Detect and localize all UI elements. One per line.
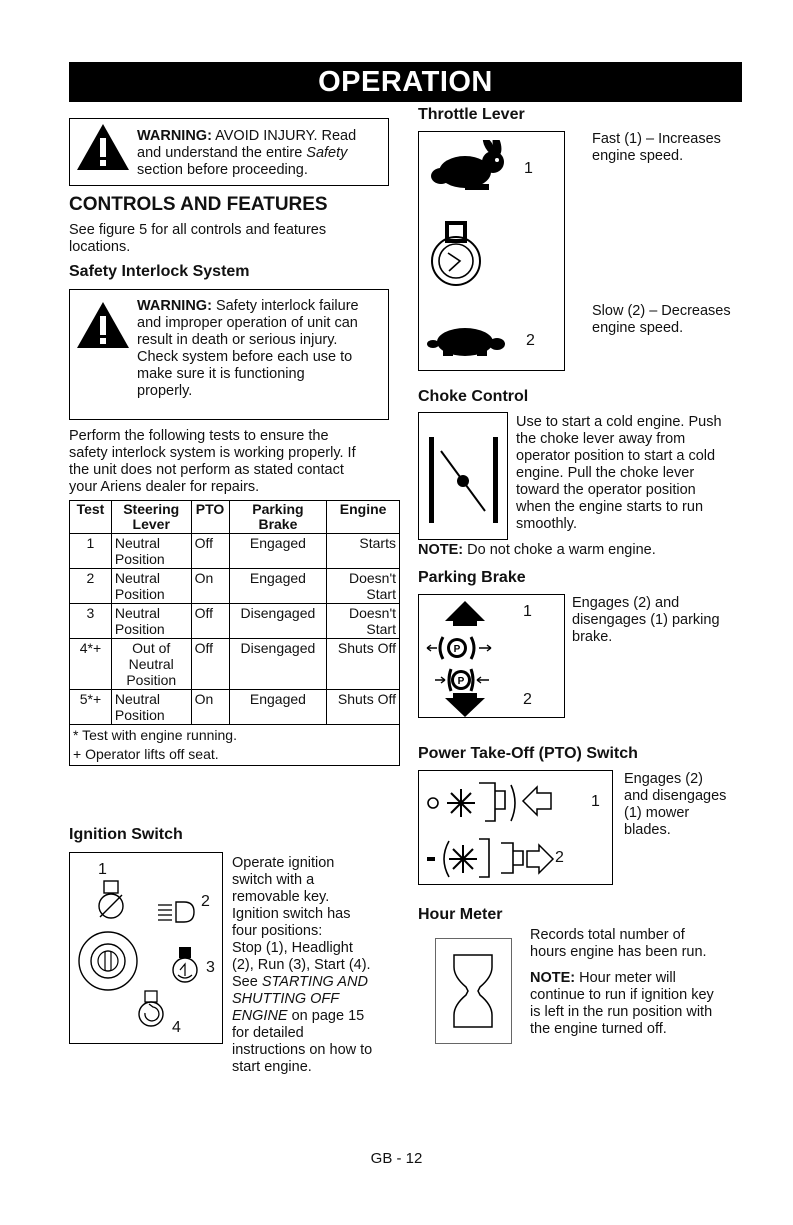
pto-heading: Power Take-Off (PTO) Switch xyxy=(418,745,638,762)
ignition-key-icon xyxy=(76,929,140,993)
table-cell: Off xyxy=(191,604,229,639)
parking-text: Engages (2) and disengages (1) parking brake. xyxy=(572,595,720,645)
ignition-label-3: 3 xyxy=(206,959,215,976)
table-cell: Neutral Position xyxy=(111,604,191,639)
choke-note: NOTE: Do not choke a warm engine. xyxy=(418,542,656,558)
table-header: Parking Brake xyxy=(229,501,327,534)
table-cell: Neutral Position xyxy=(111,569,191,604)
table-cell: Engaged xyxy=(229,690,327,725)
table-cell: 1 xyxy=(70,534,112,569)
ignition-figure xyxy=(69,852,223,1044)
table-header: Test xyxy=(70,501,112,534)
parking-engage-icon xyxy=(433,665,497,695)
table-cell: Disengaged xyxy=(229,604,327,639)
interlock-test-table xyxy=(69,500,400,766)
table-header: Engine xyxy=(327,501,400,534)
throttle-slow-text: Slow (2) – Decreases engine speed. xyxy=(592,303,731,336)
throttle-fast-text: Fast (1) – Increases engine speed. xyxy=(592,131,721,164)
headlight-icon xyxy=(156,899,198,925)
start-engine-icon xyxy=(134,989,168,1029)
table-row xyxy=(70,534,400,569)
parking-label-1: 1 xyxy=(523,603,532,620)
table-notes-row xyxy=(70,725,400,766)
parking-heading: Parking Brake xyxy=(418,569,526,586)
arrow-down-icon xyxy=(445,693,485,717)
ignition-label-1: 1 xyxy=(98,861,107,878)
pto-disengage-icon xyxy=(423,777,573,823)
table-cell: Off xyxy=(191,534,229,569)
table-row xyxy=(70,569,400,604)
table-header: PTO xyxy=(191,501,229,534)
parking-disengage-icon xyxy=(425,633,509,663)
choke-text: Use to start a cold engine. Push the choke lever away from operator position to start a cold engine. Pull the choke lever toward the operator position when the engine starts to run smoothly. xyxy=(516,414,722,532)
stop-icon xyxy=(92,879,132,921)
hour-meter-figure xyxy=(435,938,512,1044)
table-cell: On xyxy=(191,690,229,725)
ignition-label-4: 4 xyxy=(172,1019,181,1036)
table-notes: * Test with engine running. + Operator lifts off seat. xyxy=(70,725,400,766)
pto-engage-icon xyxy=(423,833,573,879)
controls-intro: See figure 5 for all controls and features locations. xyxy=(69,222,327,255)
table-cell: Doesn't Start xyxy=(327,569,400,604)
ignition-label-2: 2 xyxy=(201,893,210,910)
interlock-heading: Safety Interlock System xyxy=(69,263,250,280)
table-cell: On xyxy=(191,569,229,604)
table-cell: Disengaged xyxy=(229,639,327,690)
ignition-heading: Ignition Switch xyxy=(69,826,183,843)
parking-figure xyxy=(418,594,565,718)
pto-label-1: 1 xyxy=(591,793,600,810)
pto-text: Engages (2) and disengages (1) mower blades. xyxy=(624,771,727,838)
hourglass-icon xyxy=(450,953,496,1029)
table-row xyxy=(70,639,400,690)
table-cell: Shuts Off xyxy=(327,690,400,725)
warning-text-general: WARNING: AVOID INJURY. Read and understand the entire Safety section before proceeding. xyxy=(137,128,357,178)
warning-label: WARNING: xyxy=(137,128,212,144)
table-header-row xyxy=(70,501,400,534)
pto-label-2: 2 xyxy=(555,849,564,866)
controls-heading: CONTROLS AND FEATURES xyxy=(69,194,328,215)
table-cell: Neutral Position xyxy=(111,534,191,569)
hour-meter-text: Records total number of hours engine has been run. xyxy=(530,927,707,960)
hour-meter-note: NOTE: Hour meter will continue to run if ignition key is left in the run position with the engine turned off. xyxy=(530,970,714,1037)
warning-triangle-icon xyxy=(75,122,131,172)
pto-figure xyxy=(418,770,613,885)
arrow-up-icon xyxy=(445,601,485,627)
table-cell: 5*+ xyxy=(70,690,112,725)
page-banner: OPERATION xyxy=(69,62,742,102)
svg-text:P: P xyxy=(457,676,465,687)
page-number: GB - 12 xyxy=(370,1150,423,1167)
choke-heading: Choke Control xyxy=(418,388,529,405)
svg-text:P: P xyxy=(453,644,461,655)
choke-icon xyxy=(427,433,501,527)
choke-figure xyxy=(418,412,508,540)
table-cell: Shuts Off xyxy=(327,639,400,690)
table-cell: Out of Neutral Position xyxy=(111,639,191,690)
throttle-heading: Throttle Lever xyxy=(418,106,525,123)
throttle-label-2: 2 xyxy=(526,332,535,349)
table-cell: Neutral Position xyxy=(111,690,191,725)
table-cell: Engaged xyxy=(229,569,327,604)
run-engine-icon xyxy=(168,945,202,985)
throttle-label-1: 1 xyxy=(524,160,533,177)
table-header: Steering Lever xyxy=(111,501,191,534)
rabbit-fast-icon xyxy=(425,140,511,192)
interlock-body: Perform the following tests to ensure the safety interlock system is working properly. If the unit does not perform as stated contact your Ariens dealer for repairs. xyxy=(69,428,356,495)
table-row xyxy=(70,690,400,725)
engine-speed-icon xyxy=(427,217,485,287)
table-cell: 2 xyxy=(70,569,112,604)
table-row xyxy=(70,604,400,639)
throttle-figure xyxy=(418,131,565,371)
table-cell: Off xyxy=(191,639,229,690)
table-cell: Engaged xyxy=(229,534,327,569)
table-cell: Doesn't Start xyxy=(327,604,400,639)
hour-meter-heading: Hour Meter xyxy=(418,906,503,923)
parking-label-2: 2 xyxy=(523,691,532,708)
table-cell: 4*+ xyxy=(70,639,112,690)
table-cell: 3 xyxy=(70,604,112,639)
warning-text-interlock: WARNING: Safety interlock failure and improper operation of unit can result in death or serious injury. Check system before each use to make sure it is functioning properly. xyxy=(137,298,359,399)
ignition-text: Operate ignition switch with a removable key. Ignition switch has four positions: Stop (1), Headlight (2), Run (3), Start (4). See STARTING AND SHUTTING OFF ENGINE on page 15 for detailed instructions on how to start engine. xyxy=(232,855,373,1075)
turtle-slow-icon xyxy=(425,322,505,358)
table-cell: Starts xyxy=(327,534,400,569)
warning-triangle-icon xyxy=(75,300,131,350)
